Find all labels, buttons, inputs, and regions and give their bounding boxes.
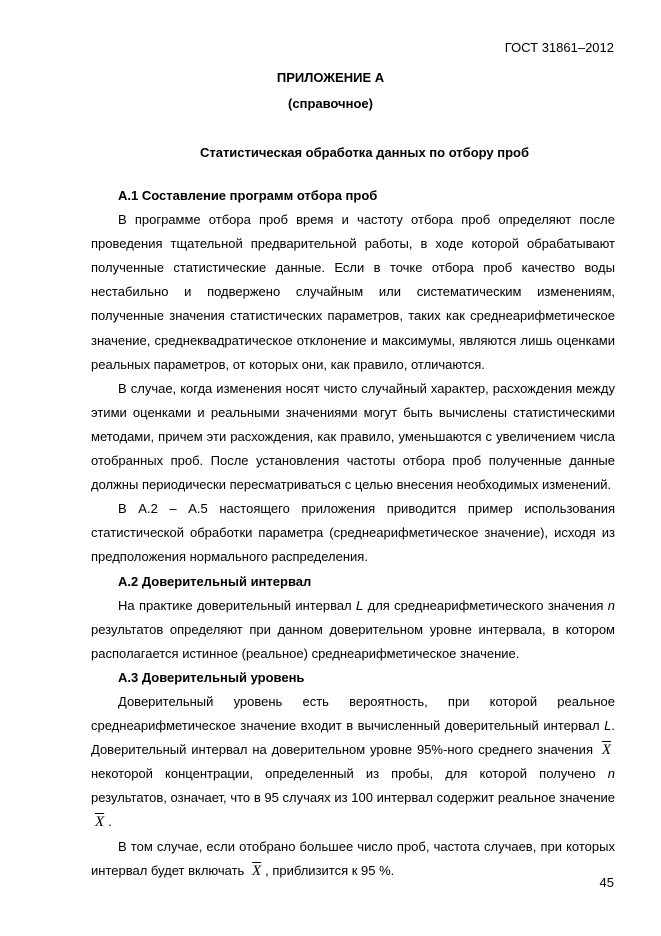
section-a2-title: А.2 Доверительный интервал	[118, 573, 312, 589]
section-a3-title: А.3 Доверительный уровень	[118, 669, 305, 685]
section-a1-paragraph-1: В программе отбора проб время и частоту отбора проб определяют после проведения тщательной предварительной работы, в ходе которой обрабатывают полученные статистические данные. Если в точке отбора проб качество воды нестабильно и подвержено случайным или систематическим изменениям, полученные значения статистических параметров, таких как среднеарифметическое значение, среднеквадратическое отклонение и максимумы, являются лишь оценками реальных параметров, от которых они, как правило, отличаются.	[91, 212, 615, 372]
symbol-L: L	[604, 718, 612, 734]
section-a3-paragraph-1: Доверительный уровень есть вероятность, при которой реальное среднеарифметическое значение входит в вычисленный доверительный интервал L. Доверительный интервал на доверительном уровне 95%-ного среднего значения $\overline{X}$ некоторой концентрации, определенный из пробы, для которой получено n результатов, означает, что в 95 случаях из 100 интервал содержит реальное значение $\overline{X}$ .	[91, 693, 615, 831]
symbol-x-bar: $\overline{X}$	[95, 814, 105, 831]
standard-number: ГОСТ 31861–2012	[504, 40, 614, 55]
document-body	[91, 184, 615, 883]
appendix-heading: Статистическая обработка данных по отбору проб	[199, 145, 530, 160]
symbol-n: n	[607, 597, 615, 613]
symbol-x-bar: $\overline{X}$	[601, 742, 611, 759]
section-a1-paragraph-3: В А.2 – А.5 настоящего приложения приводится пример использования статистической обработки параметра (среднеарифметическое значение), исходя из предположения нормального распределения.	[91, 501, 615, 565]
page-number: 45	[599, 875, 614, 890]
section-a3-paragraph-2: В том случае, если отобрано большее число проб, частота случаев, при которых интервал будет включать $\overline{X}$ , приблизится к 95 %.	[91, 838, 615, 879]
section-a2-paragraph-1: На практике доверительный интервал L для среднеарифметического значения n результатов определяют при данном доверительном уровне интервала, в котором располагается истинное (реальное) среднеарифметическое значение.	[91, 597, 615, 661]
appendix-title: ПРИЛОЖЕНИЕ А	[276, 70, 385, 85]
section-a1-paragraph-2: В случае, когда изменения носят чисто случайный характер, расхождения между этими оценками и реальными значениями могут быть вычислены статистическими методами, причем эти расхождения, как правило, уменьшаются с увеличением числа отобранных проб. После установления частоты отбора проб полученные данные должны периодически пересматриваться с целью внесения необходимых изменений.	[91, 380, 615, 493]
symbol-x-bar: $\overline{X}$	[251, 862, 262, 879]
symbol-n: n	[607, 766, 615, 782]
section-a1-title: А.1 Составление программ отбора проб	[118, 188, 378, 203]
appendix-subtitle: (справочное)	[288, 96, 373, 111]
symbol-L: L	[356, 597, 364, 613]
